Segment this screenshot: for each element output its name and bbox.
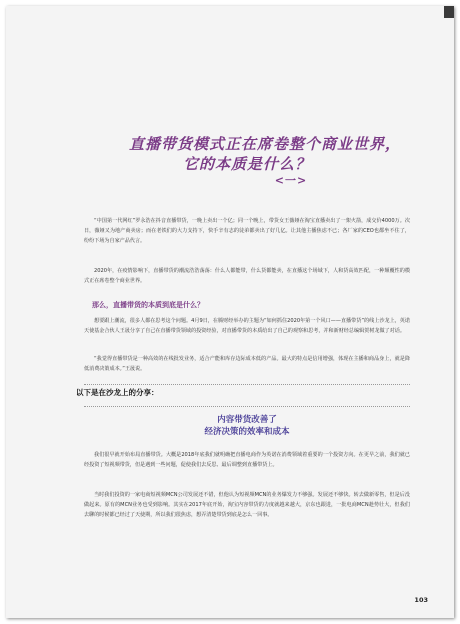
paragraph-4: “我觉得直播带货是一种高效的在线批发业务，适合产能和库存边际成本低的产品。最大的特点是信用增强，体现在主播和商品身上，就是降低消费决策成本。”王晟说。 bbox=[84, 356, 410, 372]
paragraph-3: 想要跟上潮流，很多人都在思考这个问题。4月9日，在腾财经举办的主题为“如何抓住2020年第一个风口——直播带货”的线上沙龙上，英诺天使基金合伙人王晟分享了自己在直播带货领域的投资经验，对直播带货的本质给出了自己的观察和思考，并和新财经总编辑贺树龙做了对话。 bbox=[84, 318, 410, 334]
paragraph-1: “中国第一代网红”罗永浩在抖音直播带货，一晚上卖出一个亿；同一个晚上，带货女王薇娅在淘宝直播卖出了一架火箭，成交价4000万。次日，薇娅又为地产商卖房；而在老铁们的大力支持下，快手辛有志的徒弟都卖出了好几亿。让其他主播焦虑不已；各厂家的CEO也都坐不住了，纷纷下场为自家产品代言。 bbox=[84, 218, 410, 244]
title-line-1: 直播带货模式正在席卷整个商业世界， bbox=[128, 135, 401, 153]
paragraph-6: 当时我们投资的一家电商短视频MCN公司发展还不错，但他认为短视频MCN的业务爆发力不够强。发展还不够快。转去做新零售，但是后没做起来。原有的MCN业务也受到影响。其实在2017年底开始，淘宝内容带货的力度就越来越大，京东也跟进，一批电商MCN趁势壮大，但我们去聊的时候都已经过了天使期，所以我们很焦虑，想弄清楚带货到底是怎么一回事。 bbox=[84, 492, 410, 518]
title-line-2: 它的本质是什么？ bbox=[182, 155, 311, 173]
page-number: 103 bbox=[414, 596, 428, 604]
paragraph-5: 我们很早就开始布局直播带货。大概是2018年底我们就明确把直播电商作为英诺在消费领域着重要的一个投资方向。在更早之前，我们就已经投资了短视频带货，但是遇到一些问题，促使我们去反思、最后调整到直播带货上。 bbox=[84, 452, 410, 468]
page-frame bbox=[6, 6, 454, 618]
divider-line bbox=[84, 406, 410, 407]
title-part-number: <一> bbox=[274, 174, 308, 187]
section-question: 那么，直播带货的本质到底是什么？ bbox=[92, 301, 204, 309]
section-heading-line-2: 经济决策的效率和成本 bbox=[204, 427, 290, 437]
section-heading-line-1: 内容带货改善了 bbox=[217, 415, 277, 425]
paragraph-2: 2020年，在疫情影响下，直播带货的潮流浩浩荡荡：什么人都能带，什么货都能卖，在直播这个场域下，人和货高效匹配，一种颠覆性的模式正在席卷整个商业世界。 bbox=[84, 268, 410, 284]
share-heading: 以下是在沙龙上的分享： bbox=[76, 388, 159, 397]
corner-tab bbox=[444, 6, 454, 18]
article-title bbox=[62, 134, 432, 187]
divider-line bbox=[84, 384, 410, 385]
magazine-page bbox=[62, 26, 432, 606]
